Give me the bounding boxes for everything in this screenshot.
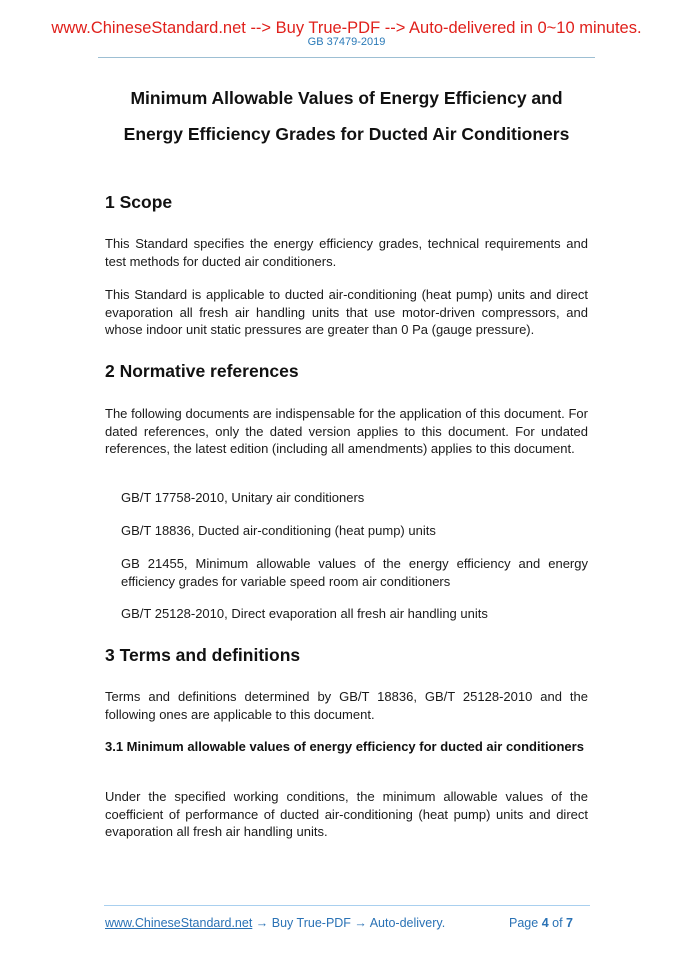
- subsection-heading-3-1: 3.1 Minimum allowable values of energy efficiency for ducted air conditioners: [105, 739, 584, 754]
- reference-item: GB 21455, Minimum allowable values of the energy efficiency and energy efficiency grades for variable speed room air conditioners: [121, 556, 588, 589]
- section-heading-scope: 1 Scope: [105, 192, 173, 212]
- page-indicator: [509, 915, 573, 931]
- page-of-label: of: [552, 916, 563, 930]
- reference-item: GB/T 17758-2010, Unitary air conditioners: [121, 490, 365, 505]
- footer-divider: [104, 905, 590, 906]
- scope-paragraph-2: This Standard is applicable to ducted air-conditioning (heat pump) units and direct evaporation all fresh air handling units that use motor-driven compressors, and whose indoor unit static pressures are greater than 0 Pa (gauge pressure).: [105, 287, 588, 337]
- section-heading-terms-definitions: 3 Terms and definitions: [105, 645, 301, 665]
- footer-promo-text: → Buy True-PDF → Auto-delivery.: [252, 916, 446, 930]
- footer-site-link[interactable]: www.ChineseStandard.net: [105, 916, 253, 930]
- page-label: Page: [509, 916, 539, 930]
- page-current: 4: [541, 916, 549, 930]
- document-code: GB 37479-2019: [307, 36, 386, 48]
- document-title: [90, 80, 603, 152]
- reference-item: GB/T 18836, Ducted air-conditioning (heat pump) units: [121, 523, 436, 538]
- page-total: 7: [566, 916, 573, 930]
- subsection-3-1-body: Under the specified working conditions, the minimum allowable values of the coefficient of performance of ducted air-conditioning (heat pump) units and direct evaporation all fresh air handling units.: [105, 789, 588, 839]
- footer-promo: [105, 915, 445, 931]
- scope-paragraph-1: This Standard specifies the energy efficiency grades, technical requirements and test methods for ducted air conditioners.: [105, 236, 588, 269]
- title-line-1: Minimum Allowable Values of Energy Efficiency and: [130, 88, 563, 108]
- terms-intro-paragraph: Terms and definitions determined by GB/T 18836, GB/T 25128-2010 and the following ones are applicable to this document.: [105, 689, 588, 722]
- reference-item: GB/T 25128-2010, Direct evaporation all fresh air handling units: [121, 606, 488, 621]
- promo-banner: www.ChineseStandard.net --> Buy True-PDF --> Auto-delivered in 0~10 minutes.: [51, 19, 642, 37]
- normative-intro-paragraph: The following documents are indispensable for the application of this document. For dated references, only the dated version applies to this document. For undated references, the latest edition (including all amendments) applies to this document.: [105, 406, 588, 456]
- title-line-2: Energy Efficiency Grades for Ducted Air Conditioners: [123, 124, 570, 144]
- header-divider: [98, 57, 595, 58]
- section-heading-normative-references: 2 Normative references: [105, 361, 299, 381]
